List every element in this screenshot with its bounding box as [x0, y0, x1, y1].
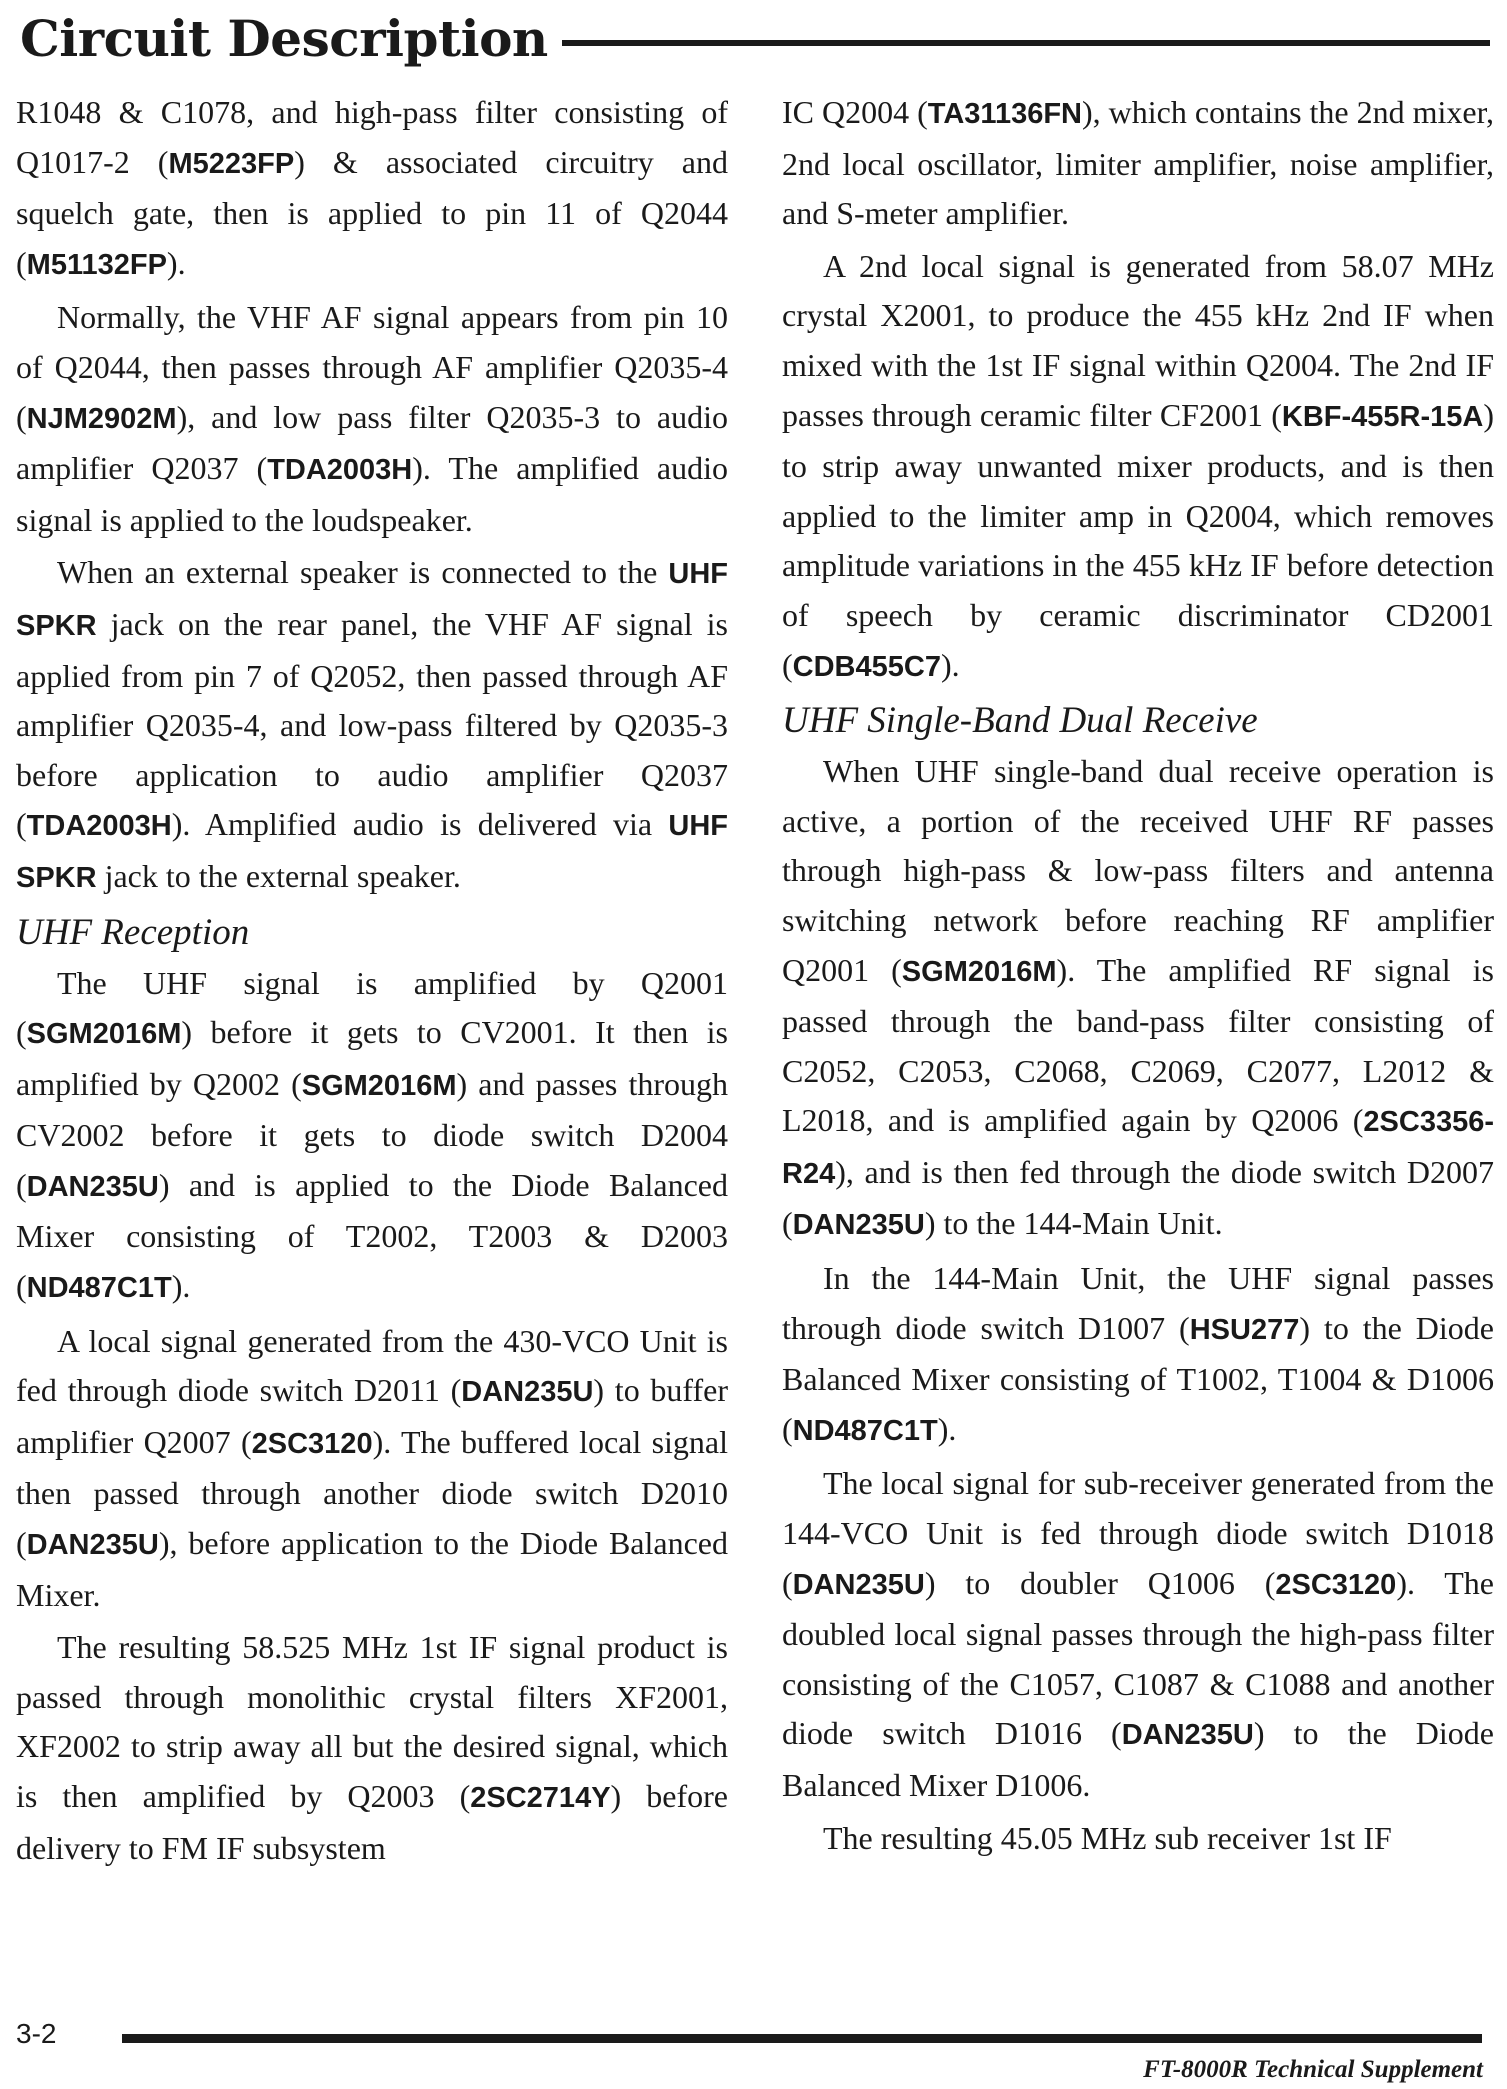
part-number: HSU277	[1189, 1313, 1300, 1346]
paragraph: When UHF single-band dual receive operation is active, a portion of the received UHF RF passes through high-pass & low-pass filters and antenna switching network before reaching RF amplifier Q2001 (SGM2016M). The amplified RF signal is passed through the band-pass filter consisting of C2052, C2053, C2068, C2069, C2077, L2012 & L2018, and is amplified again by Q2006 (2SC3356-R24), and is then fed through the diode switch D2007 (DAN235U) to the 144-Main Unit.	[782, 753, 1494, 1242]
part-number: 2SC3356-R24	[782, 1106, 1494, 1190]
part-number: KBF-455R-15A	[1281, 400, 1484, 433]
paragraph: Normally, the VHF AF signal appears from pin 10 of Q2044, then passes through AF amplifier Q2035-4 (NJM2902M), and low pass filter Q2035-3 to audio amplifier Q2037 (TDA2003H). The amplified audio signal is applied to the loudspeaker.	[16, 299, 728, 538]
page-header	[20, 2, 1490, 74]
paragraph: When an external speaker is connected to the UHF SPKR jack on the rear panel, the VHF AF signal is applied from pin 7 of Q2052, then passed through AF amplifier Q2035-4, and low-pass filtered by Q2035-3 before application to audio amplifier Q2037 (TDA2003H). Amplified audio is delivered via UHF SPKR jack to the external speaker.	[16, 554, 728, 894]
paragraph: The resulting 45.05 MHz sub receiver 1st IF	[823, 1819, 1392, 1856]
part-number: SGM2016M	[26, 1018, 182, 1051]
part-number: 2SC2714Y	[470, 1782, 611, 1814]
part-number: 2SC3120	[1275, 1568, 1397, 1601]
left-column	[16, 88, 728, 1968]
part-number: UHF SPKR	[16, 810, 728, 894]
part-number: SGM2016M	[901, 955, 1057, 988]
document-title: FT-8000R Technical Supplement	[1143, 2056, 1483, 2083]
part-number: ND487C1T	[26, 1272, 172, 1305]
section-heading: UHF Reception	[16, 911, 250, 953]
right-column	[782, 88, 1494, 1968]
part-number: TDA2003H	[267, 454, 413, 487]
part-number: TA31136FN	[927, 98, 1083, 130]
part-number: DAN235U	[461, 1376, 594, 1409]
part-number: CDB455C7	[792, 650, 941, 683]
paragraph: In the 144-Main Unit, the UHF signal passes through diode switch D1007 (HSU277) to the Diode Balanced Mixer consisting of T1002, T1004 & D1006 (ND487C1T).	[782, 1260, 1494, 1447]
part-number: DAN235U	[792, 1209, 925, 1242]
paragraph: A local signal generated from the 430-VCO Unit is fed through diode switch D2011 (DAN235U) to buffer amplifier Q2007 (2SC3120). The buffered local signal then passed through another diode switch D2010 (DAN235U), before application to the Diode Balanced Mixer.	[16, 1322, 728, 1613]
part-number: TDA2003H	[26, 810, 172, 843]
part-number: DAN235U	[1121, 1719, 1254, 1752]
part-number: UHF SPKR	[16, 558, 728, 642]
paragraph: R1048 & C1078, and high-pass filter consisting of Q1017-2 (M5223FP) & associated circuitry and squelch gate, then is applied to pin 11 of Q2044 (M51132FP).	[16, 94, 728, 281]
page-number: 3-2	[16, 2018, 57, 2049]
paragraph: The local signal for sub-receiver generated from the 144-VCO Unit is fed through diode switch D1018 (DAN235U) to doubler Q1006 (2SC3120). The doubled local signal passes through the high-pass filter consisting of the C1057, C1087 & C1088 and another diode switch D1016 (DAN235U) to the Diode Balanced Mixer D1006.	[782, 1465, 1494, 1803]
paragraph: The UHF signal is amplified by Q2001 (SGM2016M) before it gets to CV2001. It then is amplified by Q2002 (SGM2016M) and passes through CV2002 before it gets to diode switch D2004 (DAN235U) and is applied to the Diode Balanced Mixer consisting of T2002, T2003 & D2003 (ND487C1T).	[16, 964, 728, 1305]
part-number: ND487C1T	[792, 1414, 938, 1447]
part-number: SGM2016M	[301, 1069, 457, 1102]
part-number: M51132FP	[26, 248, 167, 281]
footer-rule	[122, 2034, 1482, 2043]
paragraph: IC Q2004 (TA31136FN), which contains the 2nd mixer, 2nd local oscillator, limiter amplifier, noise amplifier, and S-meter amplifier.	[782, 94, 1494, 232]
part-number: DAN235U	[26, 1170, 159, 1203]
part-number: M5223FP	[168, 147, 295, 180]
page-title: Circuit Description	[20, 8, 548, 68]
part-number: 2SC3120	[251, 1427, 373, 1460]
paragraph: A 2nd local signal is generated from 58.07 MHz crystal X2001, to produce the 455 kHz 2nd IF when mixed with the 1st IF signal within Q2004. The 2nd IF passes through ceramic filter CF2001 (KBF-455R-15A) to strip away unwanted mixer products, and is then applied to the limiter amp in Q2004, which removes amplitude variations in the 455 kHz IF before detection of speech by ceramic discriminator CD2001 (CDB455C7).	[782, 247, 1494, 683]
part-number: NJM2902M	[26, 402, 177, 435]
paragraph: The resulting 58.525 MHz 1st IF signal product is passed through monolithic crystal filters XF2001, XF2002 to strip away all but the desired signal, which is then amplified by Q2003 (2SC2714Y) before delivery to FM IF subsystem	[16, 1629, 728, 1866]
part-number: DAN235U	[792, 1568, 925, 1601]
header-rule	[562, 40, 1490, 46]
part-number: DAN235U	[26, 1529, 159, 1562]
section-heading: UHF Single-Band Dual Receive	[782, 700, 1258, 742]
